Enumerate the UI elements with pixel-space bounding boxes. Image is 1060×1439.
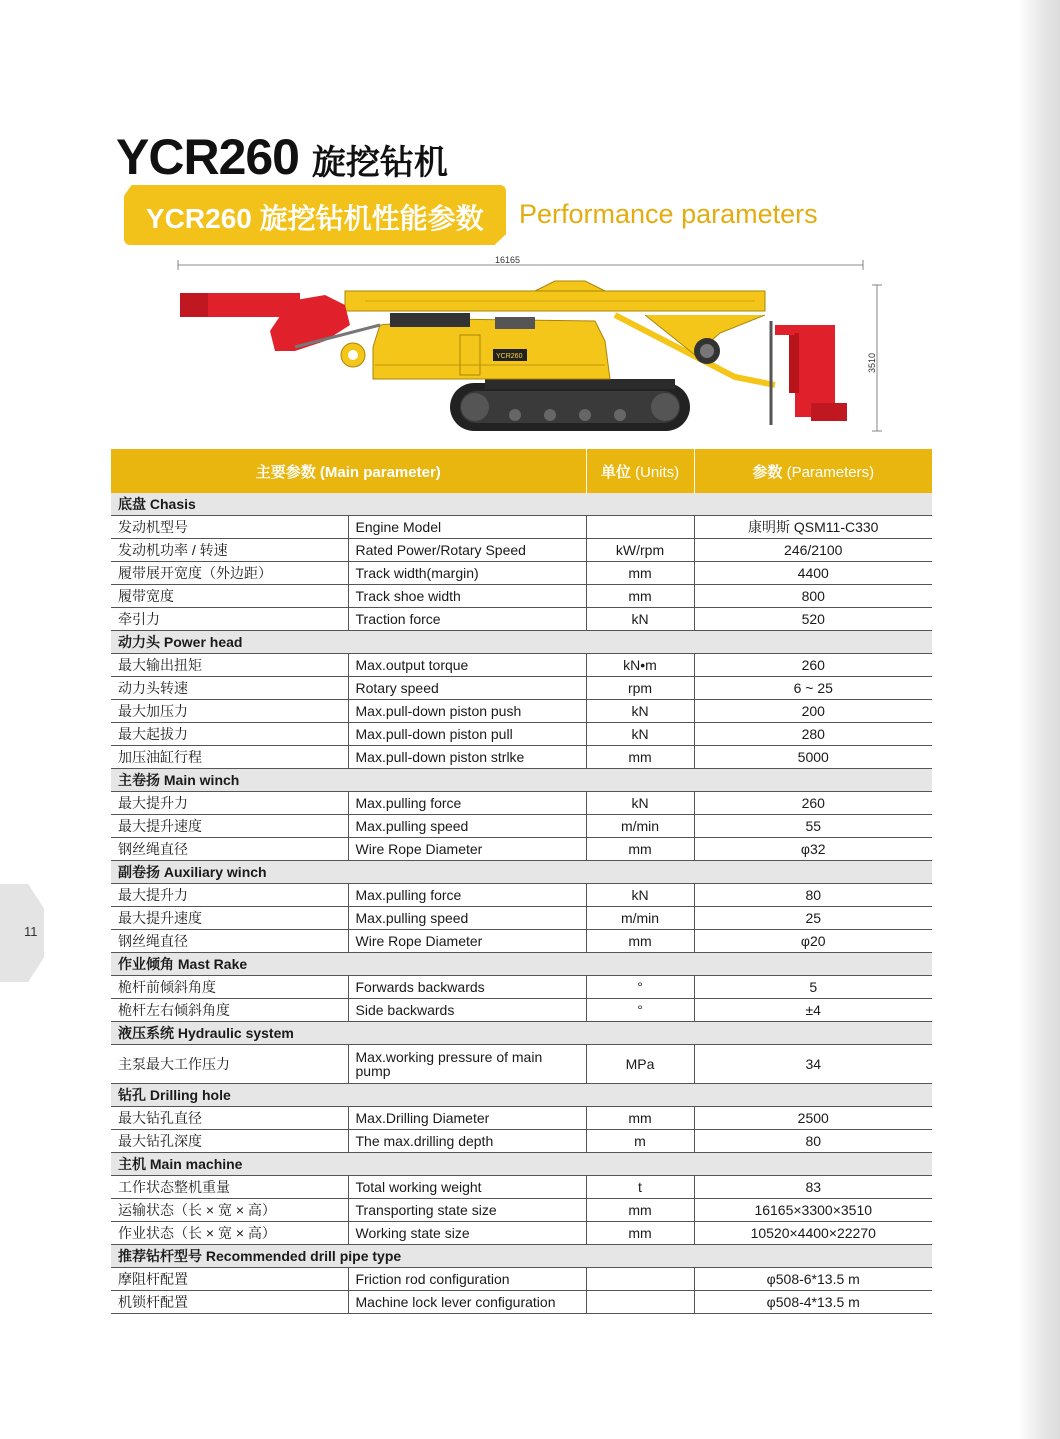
spec-row [111,700,932,723]
spec-row [111,884,932,907]
param-name-en: Max.pulling speed [348,907,586,930]
param-value: 80 [694,884,932,907]
param-name-en: Max.pulling force [348,792,586,815]
param-value: 800 [694,585,932,608]
spec-row [111,1107,932,1130]
body-label: YCR260 [496,353,523,360]
page-number: 11 [24,924,38,939]
param-unit: t [586,1176,694,1199]
spec-row [111,516,932,539]
param-unit: ° [586,976,694,999]
param-value: 16165×3300×3510 [694,1199,932,1222]
param-unit: kN•m [586,654,694,677]
section-title: 作业倾角 Mast Rake [111,953,932,976]
param-unit: kN [586,792,694,815]
subtitle-zh: YCR260 旋挖钻机性能参数 [146,203,484,234]
spec-table [111,449,932,1314]
section-row [111,1022,932,1045]
param-name-en: Friction rod configuration [348,1268,586,1291]
spec-row [111,746,932,769]
param-value: φ508-6*13.5 m [694,1268,932,1291]
spec-row [111,999,932,1022]
param-name-zh: 履带宽度 [111,585,348,608]
param-name-zh: 运输状态（长 × 宽 × 高） [111,1199,348,1222]
param-name-zh: 最大提升速度 [111,815,348,838]
param-name-en: Max.pull-down piston pull [348,723,586,746]
param-name-zh: 加压油缸行程 [111,746,348,769]
spec-row [111,585,932,608]
upper-body [373,313,610,379]
header-main-parameter: 主要参数 (Main parameter) [111,449,586,493]
param-name-zh: 最大提升速度 [111,907,348,930]
param-name-zh: 钢丝绳直径 [111,930,348,953]
param-name-zh: 最大钻孔深度 [111,1130,348,1153]
spec-row [111,930,932,953]
rotary-head [771,321,847,425]
param-value: 520 [694,608,932,631]
param-value: 6 ~ 25 [694,677,932,700]
param-value: 康明斯 QSM11-C330 [694,516,932,539]
param-name-en: Max.pulling force [348,884,586,907]
length-label: 16165 [495,255,521,265]
param-unit: rpm [586,677,694,700]
param-name-en: Total working weight [348,1176,586,1199]
param-value: 260 [694,792,932,815]
spec-row [111,815,932,838]
spec-row [111,1291,932,1314]
param-value: 280 [694,723,932,746]
param-unit: kN [586,608,694,631]
param-name-zh: 牵引力 [111,608,348,631]
param-name-en: Forwards backwards [348,976,586,999]
spec-row [111,1176,932,1199]
param-name-en: Rated Power/Rotary Speed [348,539,586,562]
param-value: 5 [694,976,932,999]
param-unit: mm [586,585,694,608]
param-unit: mm [586,930,694,953]
spec-row [111,723,932,746]
param-value: 4400 [694,562,932,585]
param-name-zh: 桅杆前倾斜角度 [111,976,348,999]
param-name-zh: 发动机型号 [111,516,348,539]
spec-row [111,677,932,700]
page-title [116,128,448,186]
param-unit: kN [586,884,694,907]
param-unit: ° [586,999,694,1022]
param-value: 83 [694,1176,932,1199]
section-title: 主卷扬 Main winch [111,769,932,792]
spec-row [111,1268,932,1291]
title-model: YCR260 [116,129,299,185]
param-unit: m/min [586,907,694,930]
param-value: φ32 [694,838,932,861]
param-name-en: Max.pulling speed [348,815,586,838]
param-name-en: Max.pull-down piston push [348,700,586,723]
param-unit [586,516,694,539]
height-dimension [867,285,882,431]
param-unit [586,1291,694,1314]
param-value: 5000 [694,746,932,769]
param-name-en: Rotary speed [348,677,586,700]
spec-row [111,654,932,677]
param-name-en: Engine Model [348,516,586,539]
spec-table-header [111,449,932,493]
param-name-zh: 钢丝绳直径 [111,838,348,861]
param-unit [586,1268,694,1291]
section-row [111,769,932,792]
param-name-en: Machine lock lever configuration [348,1291,586,1314]
param-value: φ20 [694,930,932,953]
param-name-zh: 主泵最大工作压力 [111,1045,348,1084]
spec-row [111,907,932,930]
param-name-zh: 最大输出扭矩 [111,654,348,677]
title-zh: 旋挖钻机 [311,144,448,182]
param-name-zh: 作业状态（长 × 宽 × 高） [111,1222,348,1245]
param-name-en: The max.drilling depth [348,1130,586,1153]
param-name-zh: 工作状态整机重量 [111,1176,348,1199]
param-unit: m/min [586,815,694,838]
param-unit: mm [586,562,694,585]
param-unit: kW/rpm [586,539,694,562]
param-unit: mm [586,1107,694,1130]
spec-row [111,1045,932,1084]
param-value: 10520×4400×22270 [694,1222,932,1245]
param-name-en: Traction force [348,608,586,631]
section-title: 钻孔 Drilling hole [111,1084,932,1107]
param-unit: m [586,1130,694,1153]
param-name-zh: 摩阻杆配置 [111,1268,348,1291]
param-unit: mm [586,1199,694,1222]
param-name-en: Wire Rope Diameter [348,838,586,861]
section-row [111,953,932,976]
spec-row [111,1199,932,1222]
param-name-zh: 最大加压力 [111,700,348,723]
section-title: 主机 Main machine [111,1153,932,1176]
section-row [111,1153,932,1176]
param-name-zh: 最大钻孔直径 [111,1107,348,1130]
section-title: 副卷扬 Auxiliary winch [111,861,932,884]
param-name-en: Max.pull-down piston strlke [348,746,586,769]
spec-row [111,976,932,999]
param-value: 25 [694,907,932,930]
section-row [111,1084,932,1107]
section-row [111,1245,932,1268]
param-name-en: Track width(margin) [348,562,586,585]
param-value: 2500 [694,1107,932,1130]
section-title: 推荐钻杆型号 Recommended drill pipe type [111,1245,932,1268]
param-unit: kN [586,700,694,723]
param-unit: mm [586,838,694,861]
param-name-zh: 桅杆左右倾斜角度 [111,999,348,1022]
param-value: ±4 [694,999,932,1022]
param-name-en: Side backwards [348,999,586,1022]
section-row [111,861,932,884]
crawler-track [450,379,690,431]
rotary-drilling-rig-drawing [175,255,885,437]
param-name-zh: 最大提升力 [111,792,348,815]
param-unit: mm [586,746,694,769]
header-units: 单位 (Units) [586,449,694,493]
param-value: 260 [694,654,932,677]
section-title: 动力头 Power head [111,631,932,654]
param-value: 80 [694,1130,932,1153]
param-name-zh: 最大提升力 [111,884,348,907]
spec-row [111,539,932,562]
param-name-zh: 动力头转速 [111,677,348,700]
param-value: 55 [694,815,932,838]
param-name-en: Track shoe width [348,585,586,608]
param-name-zh: 履带展开宽度（外边距） [111,562,348,585]
param-unit: kN [586,723,694,746]
height-label: 3510 [867,352,877,373]
spec-row [111,1130,932,1153]
param-unit: mm [586,1222,694,1245]
param-value: 200 [694,700,932,723]
page-edge-shade [1018,0,1060,1439]
spec-row [111,838,932,861]
length-dimension [178,255,863,270]
spec-row [111,1222,932,1245]
param-name-en: Max.Drilling Diameter [348,1107,586,1130]
spec-row [111,608,932,631]
param-name-en: Max.working pressure of main pump [348,1045,586,1084]
param-value: 246/2100 [694,539,932,562]
spec-row [111,562,932,585]
section-row [111,493,932,516]
section-title: 底盘 Chasis [111,493,932,516]
param-name-en: Wire Rope Diameter [348,930,586,953]
param-name-en: Working state size [348,1222,586,1245]
param-name-zh: 最大起拔力 [111,723,348,746]
section-title: 液压系统 Hydraulic system [111,1022,932,1045]
section-row [111,631,932,654]
param-name-zh: 发动机功率 / 转速 [111,539,348,562]
header-parameters: 参数 (Parameters) [694,449,932,493]
param-name-en: Transporting state size [348,1199,586,1222]
param-value: 34 [694,1045,932,1084]
spec-row [111,792,932,815]
param-name-zh: 机锁杆配置 [111,1291,348,1314]
param-value: φ508-4*13.5 m [694,1291,932,1314]
param-name-en: Max.output torque [348,654,586,677]
param-unit: MPa [586,1045,694,1084]
subtitle-en: Performance parameters [519,199,818,229]
